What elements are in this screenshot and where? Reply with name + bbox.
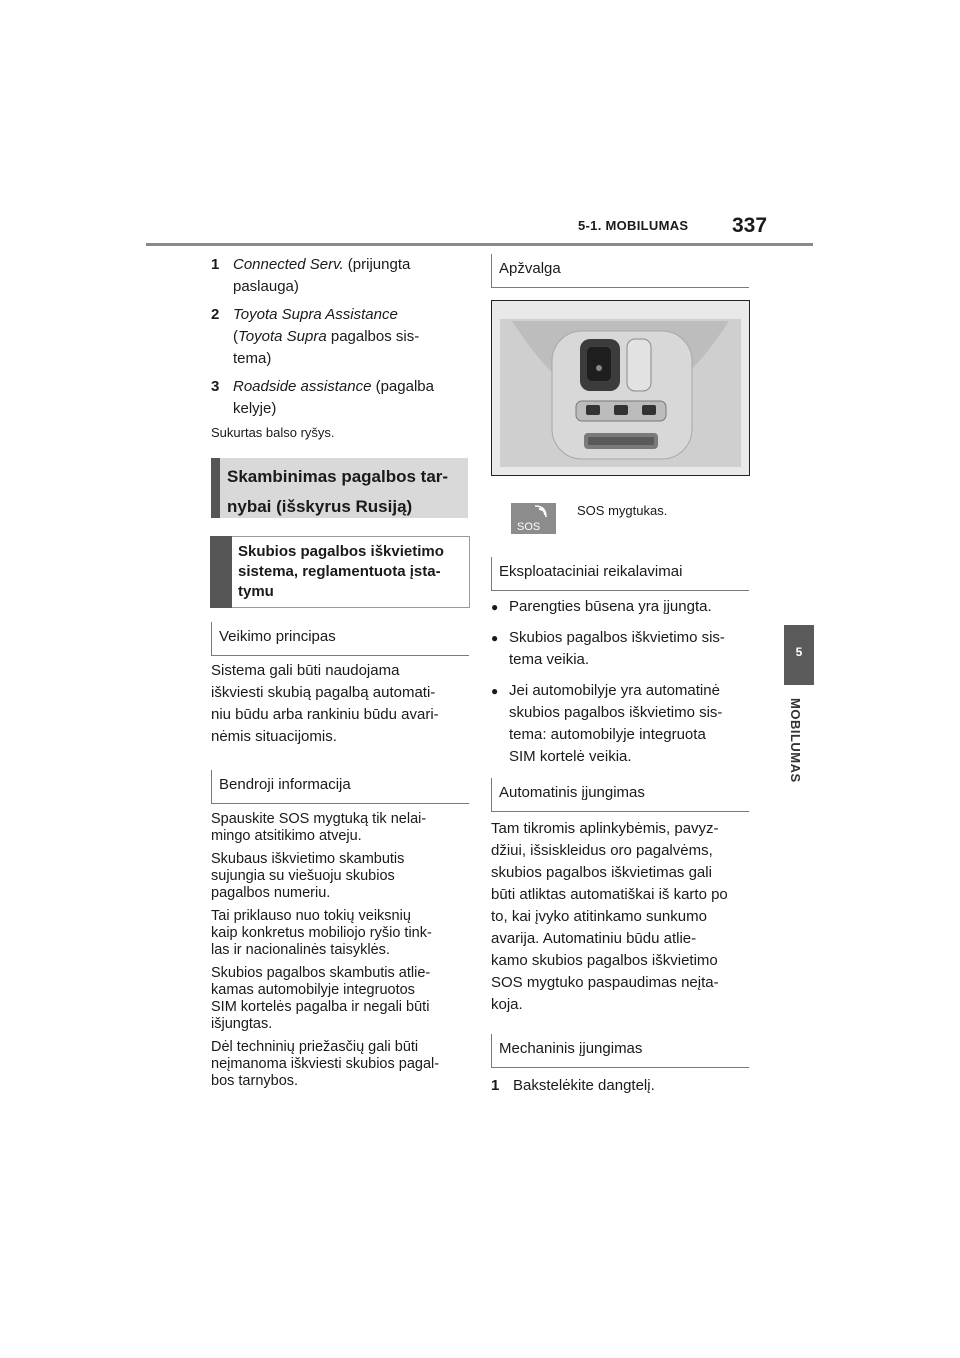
paragraph: Skubios pagalbos skambutis atlie- kamas automobilyje integruotos SIM kortelės pagalba ir negali būti išjungtas. (211, 965, 431, 1032)
list-item-3: 3 Roadside assistance (pagalba (211, 378, 434, 395)
principle-paragraph: Sistema gali būti naudojama iškviesti skubią pagalbą automati- niu būdu arba rankiniu būdu avari- nėmis situacijomis. (211, 662, 439, 745)
section-title-line1: Skambinimas pagalbos tar- (227, 467, 449, 486)
requirements-list (491, 596, 749, 768)
chapter-tab-label: MOBILUMAS (788, 698, 803, 783)
heading-general: Bendroji informacija (211, 770, 469, 804)
subsection-title-box: Skubios pagalbos iškvietimo sistema, reglamentuota įsta- tymu (210, 536, 470, 608)
heading-manual: Mechaninis įjungimas (491, 1034, 749, 1068)
automatic-paragraph: Tam tikromis aplinkybėmis, pavyz- džiui, išsiskleidus oro pagalvėms, skubios pagalbos iškvietimas gali būti atliktas automatiškai iš karto po to, kai įvyko atitinkamo sunkumo avarija. Automatiniu būdu atlie- kamo skubios pagalbos iškvietimo SOS mygtuko paspaudimas neįta- koja. (491, 820, 728, 1013)
chapter-heading: 5-1. MOBILUMAS (578, 218, 689, 233)
sos-button-icon (511, 503, 556, 534)
list-item: ● Parengties būsena yra įjungta. (491, 596, 749, 618)
overhead-console-photo (491, 300, 750, 476)
paragraph: Dėl techninių priežasčių gali būti neįmanoma iškviesti skubios pagal- bos tarnybos. (211, 1039, 440, 1089)
list-item-2: 2 Toyota Supra Assistance (211, 306, 398, 323)
list-item: ● Skubios pagalbos iškvietimo sis- tema veikia. (491, 627, 749, 671)
section-title-box (211, 458, 468, 518)
list-item: ● Jei automobilyje yra automatinė skubios pagalbos iškvietimo sis- tema: automobilyje integruota SIM kortelė veikia. (491, 680, 749, 768)
heading-overview: Apžvalga (491, 254, 749, 288)
list-item-1: 1 Connected Serv. (prijungta (211, 256, 411, 273)
sos-caption: SOS mygtukas. (577, 503, 668, 518)
heading-principle: Veikimo principas (211, 622, 469, 656)
heading-requirements: Eksploataciniai reikalavimai (491, 557, 749, 591)
general-paragraphs (211, 811, 469, 1090)
section-title-line2: nybai (išskyrus Rusiją) (227, 497, 413, 516)
svg-text:SOS: SOS (517, 521, 541, 533)
paragraph: Tai priklauso nuo tokių veiksnių kaip konkretus mobiliojo ryšio tink- las ir nacionalinės taisyklės. (211, 908, 432, 958)
overhead-console-illustration (492, 301, 749, 475)
heading-automatic: Automatinis įjungimas (491, 778, 749, 812)
paragraph: Spauskite SOS mygtuką tik nelai- mingo atsitikimo atveju. (211, 811, 427, 844)
numbered-list: 1 Connected Serv. (prijungta paslauga) 2 Toyota Supra Assistance (Toyota Supra pagalbos sis- tema) 3 Roadside assistance (pagalba kelyje) (211, 254, 469, 420)
voice-note: Sukurtas balso ryšys. (211, 425, 335, 440)
chapter-tab-number: 5 (795, 645, 803, 659)
paragraph: Skubaus iškvietimo skambutis sujungia su viešuoju skubios pagalbos numeriu. (211, 851, 405, 901)
manual-step: 1 Bakstelėkite dangtelį. (491, 1077, 655, 1094)
header-rule (146, 243, 813, 246)
page-number: 337 (732, 214, 768, 237)
